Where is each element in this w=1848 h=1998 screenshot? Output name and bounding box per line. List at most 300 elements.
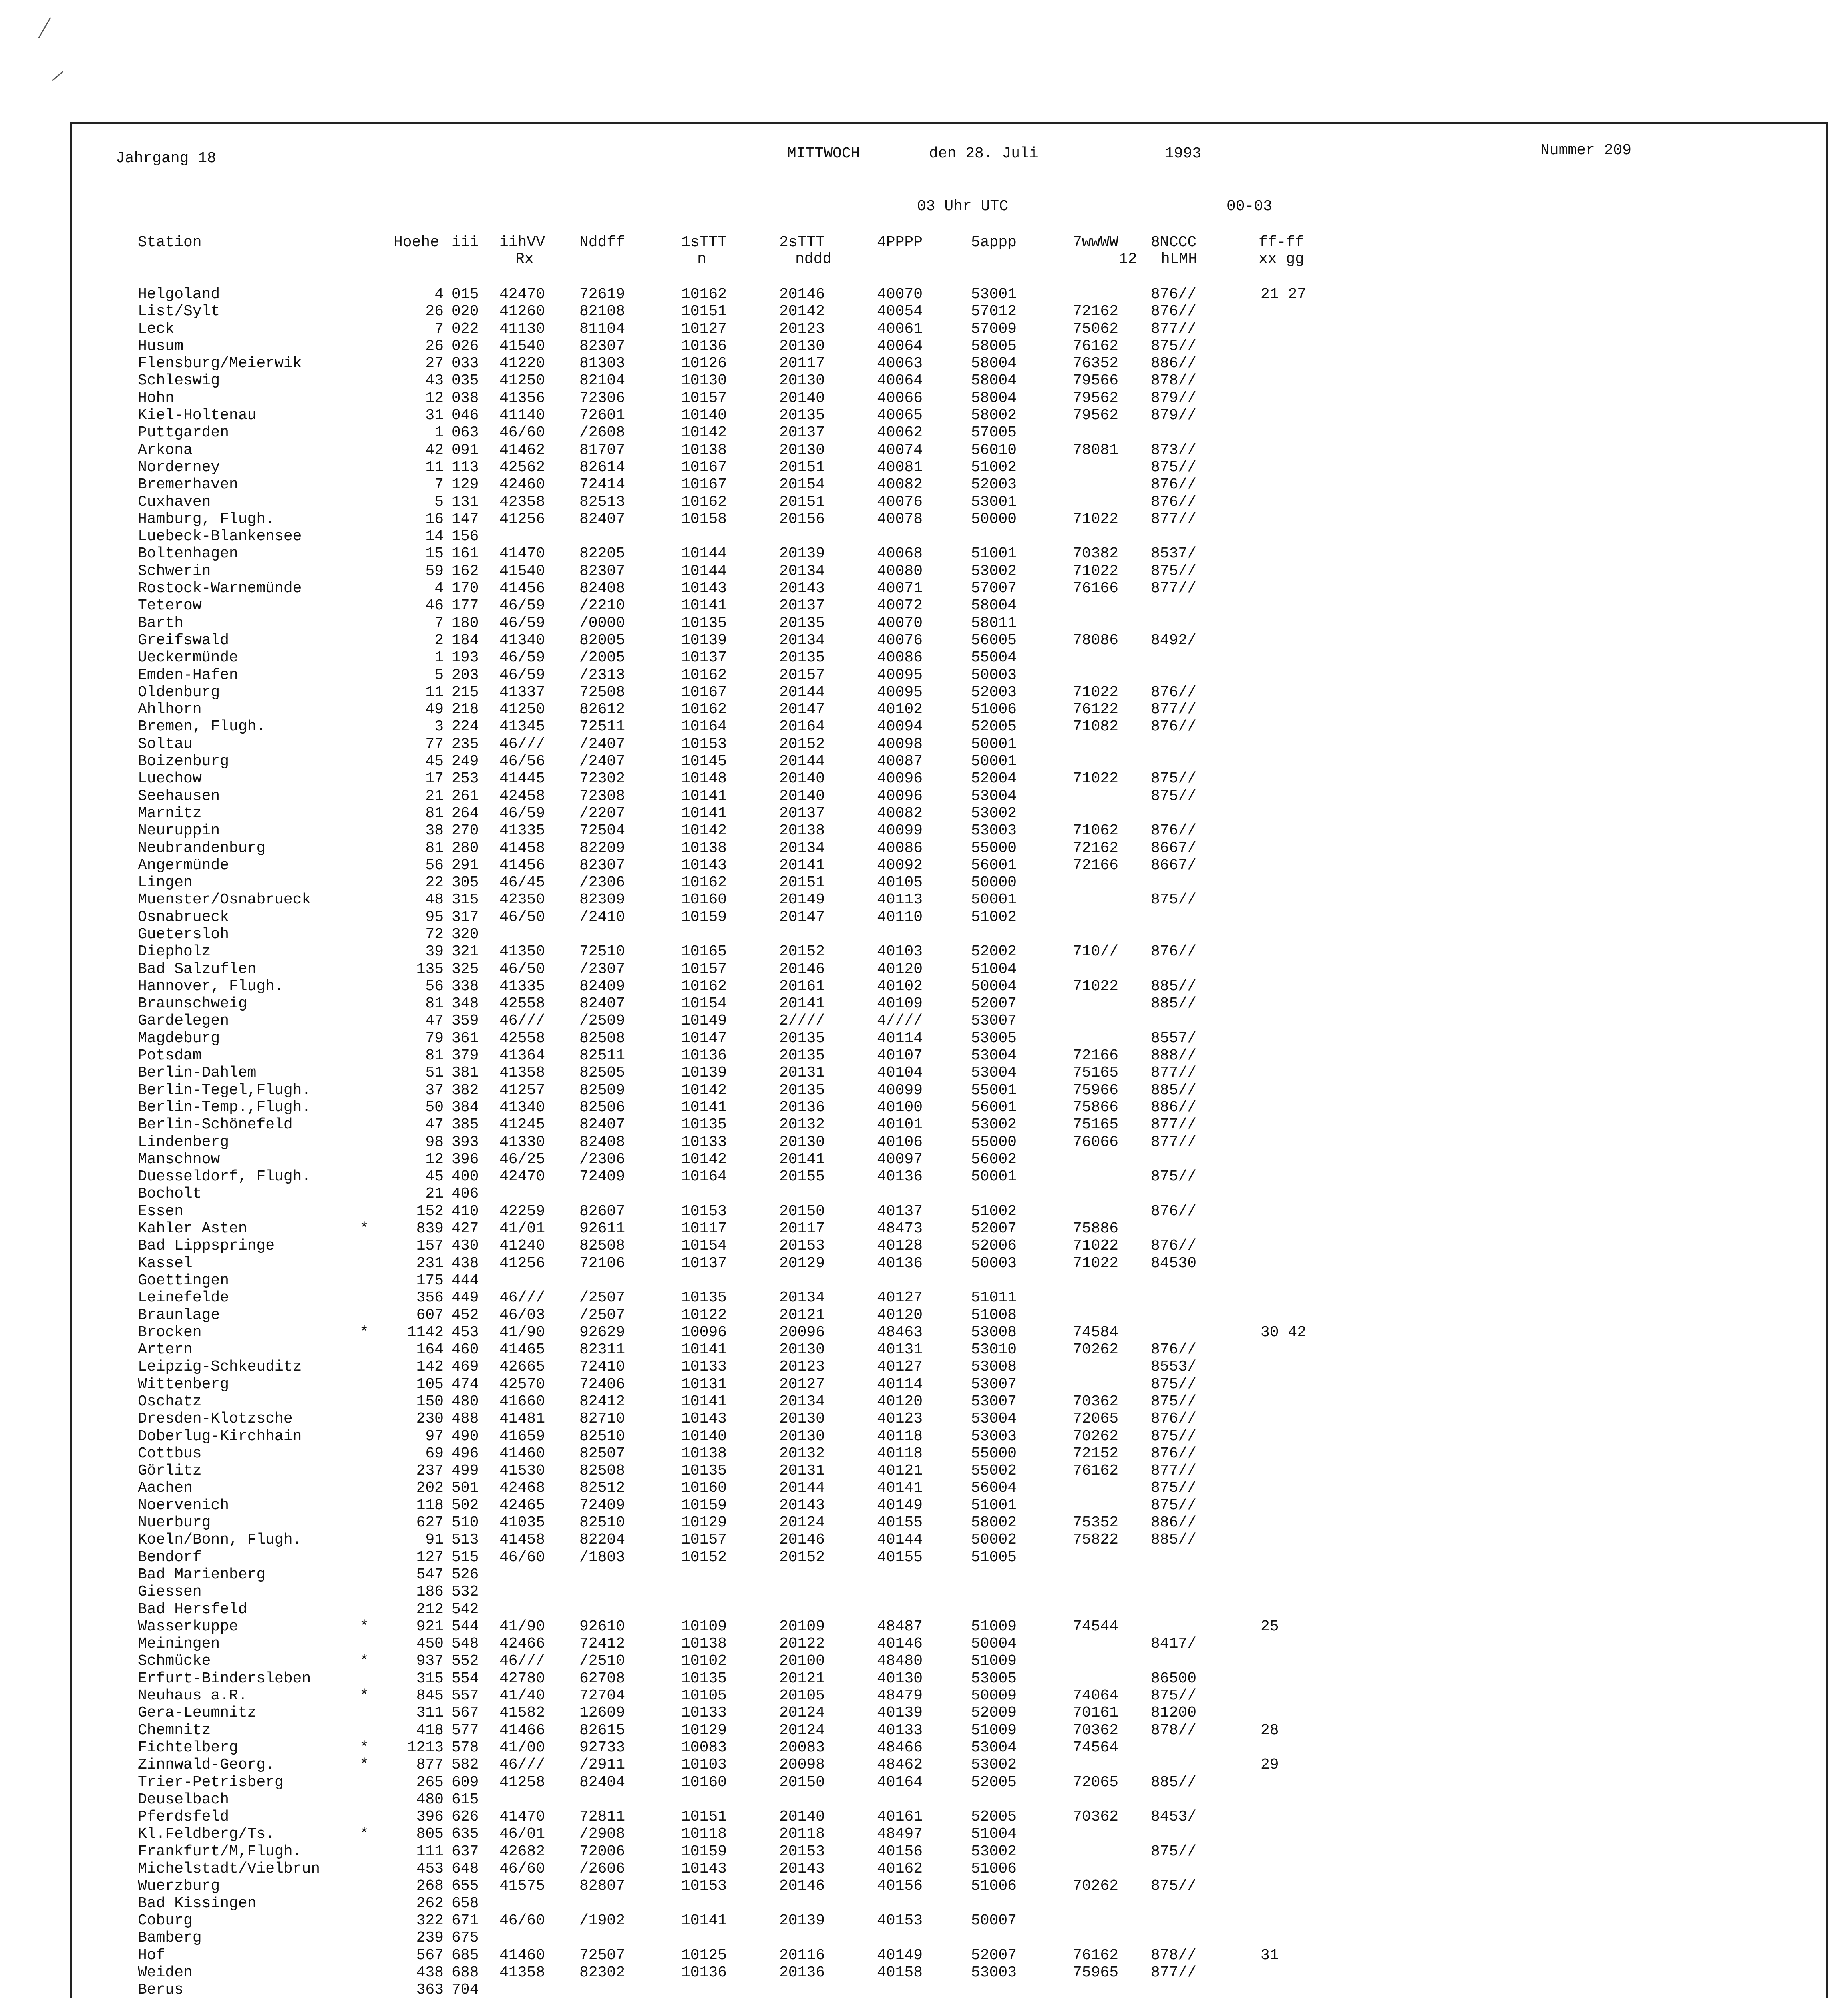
cell-hoehe: 21 <box>425 1185 444 1203</box>
cell-ihvv: 41340 <box>499 631 545 649</box>
cell-pp: 40070 <box>877 614 923 632</box>
cell-pp: 40064 <box>877 372 923 390</box>
cell-station-name: Barth <box>138 614 184 632</box>
cell-iii: 291 <box>452 856 479 874</box>
cell-iii: 385 <box>452 1116 479 1134</box>
cell-nddff: /2313 <box>579 666 625 684</box>
cell-pp: 40156 <box>877 1877 923 1895</box>
cell-nddff: 82612 <box>579 701 625 718</box>
cell-nddff: /2407 <box>579 753 625 770</box>
cell-iii: 325 <box>452 960 479 978</box>
cell-pp: 40161 <box>877 1808 923 1826</box>
cell-station-name: Boizenburg <box>138 753 229 770</box>
cell-hoehe: 79 <box>425 1029 444 1047</box>
cell-iii: 131 <box>452 493 479 511</box>
cell-ihvv: 41460 <box>499 1946 545 1964</box>
cell-mountain-marker: * <box>360 1825 369 1843</box>
cell-pp: 48463 <box>877 1323 923 1341</box>
cell-hoehe: 98 <box>425 1133 444 1151</box>
cell-nc: 876// <box>1151 1410 1197 1428</box>
cell-nddff: 82509 <box>579 1081 625 1099</box>
cell-nddff: 82412 <box>579 1393 625 1410</box>
cell-hoehe: 418 <box>416 1721 444 1739</box>
cell-ap: 55000 <box>971 1445 1017 1462</box>
cell-nc: 875// <box>1151 1168 1197 1186</box>
cell-ap: 53004 <box>971 1047 1017 1065</box>
cell-t2: 20137 <box>779 424 825 442</box>
cell-ihvv: 46/// <box>499 735 545 753</box>
cell-t2: 20150 <box>779 1202 825 1220</box>
date: den 28. Juli <box>929 145 1038 162</box>
cell-ihvv: 46/45 <box>499 874 545 892</box>
cell-nddff: /2510 <box>579 1652 625 1670</box>
cell-hoehe: 59 <box>425 562 444 580</box>
cell-iii: 264 <box>452 804 479 822</box>
cell-t2: 20122 <box>779 1635 825 1653</box>
cell-t1: 10157 <box>681 389 727 407</box>
cell-ihvv: 46/// <box>499 1756 545 1774</box>
cell-ap: 50007 <box>971 1912 1017 1929</box>
cell-t2: 20153 <box>779 1843 825 1860</box>
cell-mountain-marker: * <box>360 1739 369 1756</box>
cell-ihvv: 41/00 <box>499 1739 545 1756</box>
cell-nddff: 82513 <box>579 493 625 511</box>
col-t1: 1sTTT <box>681 234 727 251</box>
pen-mark <box>52 71 64 81</box>
cell-t1: 10162 <box>681 666 727 684</box>
cell-iii: 348 <box>452 995 479 1013</box>
col-t1-sub: n <box>697 251 706 268</box>
cell-station-name: Goettingen <box>138 1272 229 1289</box>
cell-nc: 877// <box>1151 1964 1197 1981</box>
weekday: MITTWOCH <box>787 145 860 162</box>
cell-ap: 51006 <box>971 1860 1017 1878</box>
cell-station-name: Flensburg/Meierwik <box>138 355 302 372</box>
cell-ihvv: 42682 <box>499 1843 545 1860</box>
cell-pp: 40110 <box>877 908 923 926</box>
cell-ww: 76066 <box>1073 1133 1119 1151</box>
cell-t2: 20150 <box>779 1773 825 1791</box>
cell-station-name: Chemnitz <box>138 1721 211 1739</box>
cell-station-name: Teterow <box>138 597 202 615</box>
cell-ihvv: 41460 <box>499 1445 545 1462</box>
cell-pp: 40118 <box>877 1445 923 1462</box>
cell-iii: 033 <box>452 355 479 372</box>
cell-iii: 224 <box>452 718 479 736</box>
cell-station-name: Doberlug-Kirchhain <box>138 1427 302 1445</box>
cell-ihvv: 41257 <box>499 1081 545 1099</box>
cell-ihvv: 41258 <box>499 1773 545 1791</box>
cell-ap: 50003 <box>971 1254 1017 1272</box>
cell-iii: 393 <box>452 1133 479 1151</box>
col-nc-sub: hLMH <box>1161 251 1198 268</box>
cell-nddff: 82005 <box>579 631 625 649</box>
cell-ap: 53001 <box>971 286 1017 303</box>
cell-nddff: 62708 <box>579 1670 625 1687</box>
cell-t2: 20147 <box>779 908 825 926</box>
cell-t2: 20137 <box>779 804 825 822</box>
cell-t2: 20146 <box>779 286 825 303</box>
document-frame <box>70 122 1828 1998</box>
cell-t2: 20130 <box>779 337 825 355</box>
cell-station-name: Seehausen <box>138 787 220 805</box>
cell-ap: 51001 <box>971 1497 1017 1514</box>
cell-t1: 10109 <box>681 1618 727 1635</box>
cell-t2: 20130 <box>779 441 825 459</box>
cell-t2: 20147 <box>779 701 825 718</box>
cell-iii: 635 <box>452 1825 479 1843</box>
cell-t1: 10143 <box>681 1860 727 1878</box>
cell-station-name: Pferdsfeld <box>138 1808 229 1826</box>
cell-ap: 50009 <box>971 1687 1017 1705</box>
col-nc: 8NCCC <box>1151 234 1197 251</box>
cell-nc: 8417/ <box>1151 1635 1197 1653</box>
cell-nc: 8453/ <box>1151 1808 1197 1826</box>
cell-t1: 10135 <box>681 1462 727 1480</box>
cell-nddff: /2507 <box>579 1289 625 1307</box>
cell-station-name: Berlin-Tegel,Flugh. <box>138 1081 311 1099</box>
cell-nc: 877// <box>1151 510 1197 528</box>
cell-station-name: Boltenhagen <box>138 545 238 563</box>
cell-station-name: Osnabrueck <box>138 908 229 926</box>
cell-ww: 78081 <box>1073 441 1119 459</box>
cell-t2: 20083 <box>779 1739 825 1756</box>
cell-ihvv: 41345 <box>499 718 545 736</box>
cell-hoehe: 95 <box>425 908 444 926</box>
cell-iii: 554 <box>452 1670 479 1687</box>
cell-iii: 396 <box>452 1150 479 1168</box>
cell-pp: 40123 <box>877 1410 923 1428</box>
cell-t2: 20141 <box>779 856 825 874</box>
cell-ap: 58004 <box>971 355 1017 372</box>
cell-ww: 70362 <box>1073 1721 1119 1739</box>
cell-nddff: 82409 <box>579 977 625 995</box>
cell-pp: 40162 <box>877 1860 923 1878</box>
col-ihvv-sub: Rx <box>515 251 534 268</box>
cell-iii: 542 <box>452 1600 479 1618</box>
cell-nc: 8667/ <box>1151 839 1197 857</box>
observation-time: 03 Uhr UTC <box>917 198 1009 215</box>
cell-hoehe: 150 <box>416 1393 444 1410</box>
cell-t2: 20146 <box>779 960 825 978</box>
cell-pp: 40120 <box>877 960 923 978</box>
cell-ww: 75165 <box>1073 1064 1119 1082</box>
cell-nddff: 82407 <box>579 1116 625 1134</box>
cell-pp: 40149 <box>877 1497 923 1514</box>
cell-nddff: /2911 <box>579 1756 625 1774</box>
cell-ap: 50001 <box>971 891 1017 909</box>
cell-iii: 361 <box>452 1029 479 1047</box>
cell-nddff: /2407 <box>579 735 625 753</box>
cell-ap: 56002 <box>971 1150 1017 1168</box>
cell-t1: 10140 <box>681 1427 727 1445</box>
cell-hoehe: 48 <box>425 891 444 909</box>
cell-t2: 20154 <box>779 476 825 494</box>
cell-mountain-marker: * <box>360 1687 369 1705</box>
cell-iii: 382 <box>452 1081 479 1099</box>
cell-hoehe: 1213 <box>407 1739 444 1756</box>
cell-iii: 184 <box>452 631 479 649</box>
cell-t1: 10167 <box>681 476 727 494</box>
cell-ap: 53002 <box>971 804 1017 822</box>
cell-t1: 10135 <box>681 614 727 632</box>
cell-ap: 57007 <box>971 580 1017 597</box>
cell-hoehe: 97 <box>425 1427 444 1445</box>
cell-ww: 70362 <box>1073 1393 1119 1410</box>
cell-station-name: Ueckermünde <box>138 649 238 667</box>
cell-hoehe: 50 <box>425 1099 444 1116</box>
cell-pp: 40061 <box>877 320 923 338</box>
cell-ww: 72166 <box>1073 856 1119 874</box>
cell-hoehe: 39 <box>425 943 444 961</box>
cell-ihvv: 41260 <box>499 303 545 320</box>
cell-ihvv: 41/90 <box>499 1618 545 1635</box>
cell-nc: 875// <box>1151 1843 1197 1860</box>
cell-t1: 10117 <box>681 1220 727 1238</box>
cell-t2: 20146 <box>779 1877 825 1895</box>
cell-iii: 469 <box>452 1358 479 1376</box>
cell-station-name: Wasserkuppe <box>138 1618 238 1635</box>
cell-t2: 20118 <box>779 1825 825 1843</box>
cell-iii: 577 <box>452 1721 479 1739</box>
cell-t2: 20152 <box>779 1548 825 1566</box>
cell-ihvv: 41350 <box>499 943 545 961</box>
cell-iii: 063 <box>452 424 479 442</box>
cell-t1: 10147 <box>681 1029 727 1047</box>
cell-hoehe: 315 <box>416 1670 444 1687</box>
cell-station-name: Berlin-Temp.,Flugh. <box>138 1099 311 1116</box>
cell-nddff: 82309 <box>579 891 625 909</box>
cell-pp: 40072 <box>877 597 923 615</box>
cell-t1: 10159 <box>681 1497 727 1514</box>
cell-iii: 449 <box>452 1289 479 1307</box>
cell-ww: 70262 <box>1073 1877 1119 1895</box>
col-ww: 7wwWW <box>1073 234 1119 251</box>
cell-t2: 20142 <box>779 303 825 320</box>
cell-station-name: Braunschweig <box>138 995 247 1013</box>
cell-station-name: Hohn <box>138 389 175 407</box>
cell-iii: 480 <box>452 1393 479 1410</box>
cell-ap: 52003 <box>971 683 1017 701</box>
cell-ihvv: 41337 <box>499 683 545 701</box>
cell-nddff: /0000 <box>579 614 625 632</box>
cell-t1: 10149 <box>681 1012 727 1030</box>
cell-iii: 400 <box>452 1168 479 1186</box>
cell-ww: 76122 <box>1073 701 1119 718</box>
cell-station-name: Neuhaus a.R. <box>138 1687 247 1705</box>
cell-t1: 10141 <box>681 597 727 615</box>
cell-station-name: Schmücke <box>138 1652 211 1670</box>
cell-t1: 10141 <box>681 1341 727 1359</box>
cell-ihvv: 41575 <box>499 1877 545 1895</box>
cell-ihvv: 41470 <box>499 545 545 563</box>
cell-mountain-marker: * <box>360 1756 369 1774</box>
cell-pp: 40080 <box>877 562 923 580</box>
cell-hoehe: 7 <box>434 476 444 494</box>
cell-nc: 878// <box>1151 1721 1197 1739</box>
cell-ihvv: 46/59 <box>499 614 545 632</box>
cell-ap: 53002 <box>971 1116 1017 1134</box>
pen-mark <box>38 17 51 38</box>
cell-ap: 53003 <box>971 1427 1017 1445</box>
cell-nc: 81200 <box>1151 1704 1197 1722</box>
cell-ihvv: 42460 <box>499 476 545 494</box>
cell-ihvv: 41445 <box>499 770 545 788</box>
cell-hoehe: 21 <box>425 787 444 805</box>
cell-t2: 20123 <box>779 1358 825 1376</box>
cell-pp: 40109 <box>877 995 923 1013</box>
cell-station-name: Schwerin <box>138 562 211 580</box>
cell-pp: 40096 <box>877 787 923 805</box>
cell-pp: 48473 <box>877 1220 923 1238</box>
cell-nddff: 72601 <box>579 407 625 424</box>
cell-pp: 40114 <box>877 1029 923 1047</box>
cell-ww: 71062 <box>1073 822 1119 840</box>
cell-iii: 177 <box>452 597 479 615</box>
cell-ap: 50004 <box>971 1635 1017 1653</box>
cell-nddff: 82507 <box>579 1445 625 1462</box>
cell-nddff: 82614 <box>579 458 625 476</box>
cell-ap: 53003 <box>971 1964 1017 1981</box>
cell-nc: 877// <box>1151 1116 1197 1134</box>
cell-hoehe: 937 <box>416 1652 444 1670</box>
cell-station-name: Norderney <box>138 458 220 476</box>
cell-iii: 317 <box>452 908 479 926</box>
cell-iii: 038 <box>452 389 479 407</box>
cell-t1: 10141 <box>681 804 727 822</box>
cell-ap: 53004 <box>971 1064 1017 1082</box>
cell-ap: 56005 <box>971 631 1017 649</box>
cell-ihvv: 41220 <box>499 355 545 372</box>
cell-t1: 10165 <box>681 943 727 961</box>
cell-hoehe: 38 <box>425 822 444 840</box>
cell-nddff: /2005 <box>579 649 625 667</box>
cell-nddff: 82508 <box>579 1462 625 1480</box>
cell-ihvv: 42259 <box>499 1202 545 1220</box>
cell-ihvv: 41582 <box>499 1704 545 1722</box>
cell-t2: 20149 <box>779 891 825 909</box>
cell-pp: 40130 <box>877 1670 923 1687</box>
cell-t1: 10126 <box>681 355 727 372</box>
cell-hoehe: 547 <box>416 1566 444 1583</box>
cell-hoehe: 1142 <box>407 1323 444 1341</box>
cell-ap: 50003 <box>971 666 1017 684</box>
cell-station-name: Giessen <box>138 1583 202 1601</box>
cell-nddff: /2207 <box>579 804 625 822</box>
cell-station-name: Helgoland <box>138 286 220 303</box>
cell-ww: 74584 <box>1073 1323 1119 1341</box>
cell-station-name: Luebeck-Blankensee <box>138 528 302 545</box>
cell-station-name: Frankfurt/M,Flugh. <box>138 1843 302 1860</box>
cell-nc: 878// <box>1151 372 1197 390</box>
cell-t2: 20134 <box>779 1289 825 1307</box>
cell-ihvv: 46/60 <box>499 1860 545 1878</box>
cell-hoehe: 127 <box>416 1548 444 1566</box>
cell-nddff: 81303 <box>579 355 625 372</box>
cell-t1: 10143 <box>681 1410 727 1428</box>
cell-hoehe: 627 <box>416 1514 444 1532</box>
cell-ww: 71082 <box>1073 718 1119 736</box>
cell-station-name: Neuruppin <box>138 822 220 840</box>
cell-nc: 886// <box>1151 1099 1197 1116</box>
cell-ihvv: 42558 <box>499 1029 545 1047</box>
cell-iii: 321 <box>452 943 479 961</box>
cell-station-name: Bremen, Flugh. <box>138 718 266 736</box>
cell-pp: 40164 <box>877 1773 923 1791</box>
cell-ww: 70262 <box>1073 1427 1119 1445</box>
cell-station-name: Manschnow <box>138 1150 220 1168</box>
cell-ww: 75866 <box>1073 1099 1119 1116</box>
cell-station-name: Schleswig <box>138 372 220 390</box>
cell-hoehe: 45 <box>425 1168 444 1186</box>
cell-ihvv: 42466 <box>499 1635 545 1653</box>
cell-iii: 438 <box>452 1254 479 1272</box>
cell-nddff: 72409 <box>579 1497 625 1514</box>
cell-t1: 10158 <box>681 510 727 528</box>
cell-iii: 567 <box>452 1704 479 1722</box>
cell-t2: 20139 <box>779 545 825 563</box>
cell-hoehe: 921 <box>416 1618 444 1635</box>
cell-iii: 474 <box>452 1375 479 1393</box>
cell-ww: 76162 <box>1073 1462 1119 1480</box>
cell-ihvv: 42570 <box>499 1375 545 1393</box>
cell-pp: 40155 <box>877 1548 923 1566</box>
cell-pp: 40104 <box>877 1064 923 1082</box>
cell-nddff: 82407 <box>579 995 625 1013</box>
cell-station-name: Meiningen <box>138 1635 220 1653</box>
cell-pp: 40156 <box>877 1843 923 1860</box>
cell-ap: 56001 <box>971 856 1017 874</box>
cell-nddff: 82807 <box>579 1877 625 1895</box>
cell-iii: 156 <box>452 528 479 545</box>
cell-nddff: 72414 <box>579 476 625 494</box>
cell-ww: 76162 <box>1073 1946 1119 1964</box>
cell-nddff: 92629 <box>579 1323 625 1341</box>
cell-nc: 885// <box>1151 1773 1197 1791</box>
cell-pp: 40101 <box>877 1116 923 1134</box>
cell-t2: 20132 <box>779 1116 825 1134</box>
cell-hoehe: 5 <box>434 493 444 511</box>
cell-hoehe: 27 <box>425 355 444 372</box>
cell-iii: 526 <box>452 1566 479 1583</box>
cell-ff: 25 <box>1261 1618 1279 1635</box>
cell-station-name: Diepholz <box>138 943 211 961</box>
col-ff: ff-ff <box>1259 234 1305 251</box>
cell-pp: 40155 <box>877 1514 923 1532</box>
cell-ww: 74564 <box>1073 1739 1119 1756</box>
cell-pp: 40082 <box>877 476 923 494</box>
cell-pp: 40103 <box>877 943 923 961</box>
cell-t2: 20155 <box>779 1168 825 1186</box>
cell-t2: 20105 <box>779 1687 825 1705</box>
cell-hoehe: 322 <box>416 1912 444 1929</box>
cell-ww: 76352 <box>1073 355 1119 372</box>
cell-hoehe: 186 <box>416 1583 444 1601</box>
cell-iii: 626 <box>452 1808 479 1826</box>
cell-iii: 427 <box>452 1220 479 1238</box>
col-pp: 4PPPP <box>877 234 923 251</box>
cell-ap: 51009 <box>971 1618 1017 1635</box>
cell-nddff: 72406 <box>579 1375 625 1393</box>
cell-ihvv: 41540 <box>499 562 545 580</box>
cell-nc: 885// <box>1151 1531 1197 1549</box>
cell-nc: 876// <box>1151 1237 1197 1255</box>
cell-t1: 10141 <box>681 1099 727 1116</box>
cell-hoehe: 164 <box>416 1341 444 1359</box>
cell-t1: 10142 <box>681 1150 727 1168</box>
cell-ap: 52003 <box>971 476 1017 494</box>
cell-ap: 53007 <box>971 1375 1017 1393</box>
